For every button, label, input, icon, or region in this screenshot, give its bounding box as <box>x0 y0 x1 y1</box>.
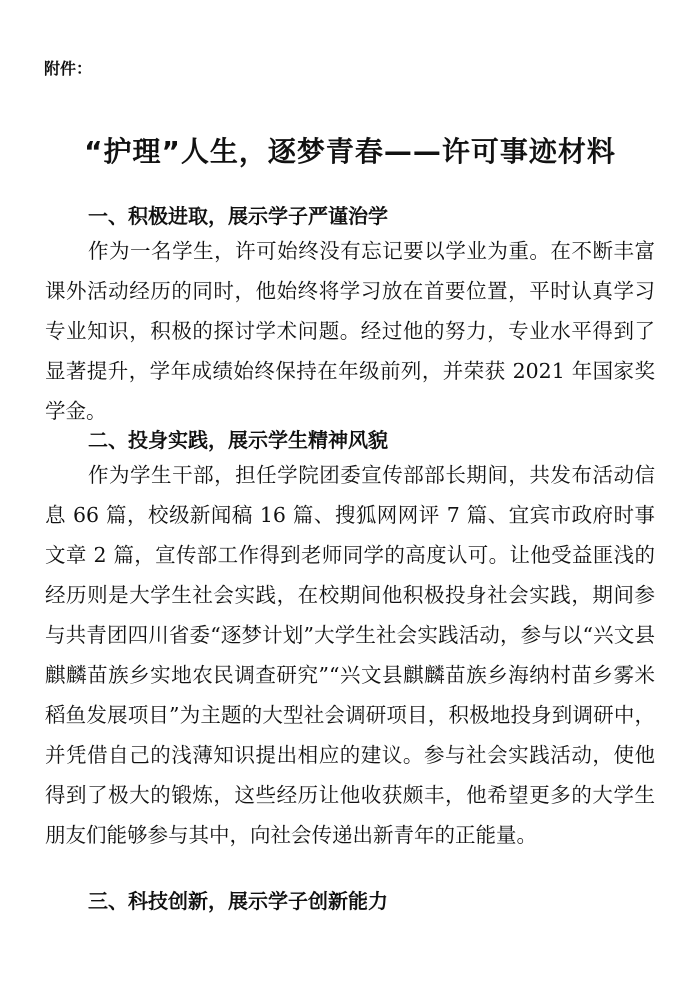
attachment-label: 附件： <box>44 59 93 78</box>
section-heading-1: 一、积极进取，展示学子严谨治学 <box>88 204 388 228</box>
section-heading-2: 二、投身实践，展示学生精神风貌 <box>88 428 388 452</box>
section-paragraph-2: 作为学生干部，担任学院团委宣传部部长期间，共发布活动信息 66 篇，校级新闻稿 16 篇、搜狐网网评 7 篇、宜宾市政府时事文章 2 篇，宣传部工作得到老师同学的高度认可。让他受益匪浅的经历则是大学生社会实践，在校期间他积极投身社会实践，期间参与共青团四川省委“逐梦计划”大学生社会实践活动，参与以“兴文县麒麟苗族乡实地农民调查研究”“兴文县麒麟苗族乡海纳村苗乡雾米稻鱼发展项目”为主题的大型社会调研项目，积极地投身到调研中，并凭借自己的浅薄知识提出相应的建议。参与社会实践活动，使他得到了极大的锻炼，这些经历让他收获颇丰，他希望更多的大学生朋友们能够参与其中，向社会传递出新青年的正能量。 <box>45 463 655 847</box>
document-title: “护理”人生，逐梦青春——许可事迹材料 <box>84 135 616 168</box>
section-paragraph-1: 作为一名学生，许可始终没有忘记要以学业为重。在不断丰富课外活动经历的同时，他始终将学习放在首要位置，平时认真学习专业知识，积极的探讨学术问题。经过他的努力，专业水平得到了显著提升，学年成绩始终保持在年级前列，并荣获 2021 年国家奖学金。 <box>45 239 655 423</box>
section-heading-3: 三、科技创新，展示学子创新能力 <box>88 889 388 913</box>
